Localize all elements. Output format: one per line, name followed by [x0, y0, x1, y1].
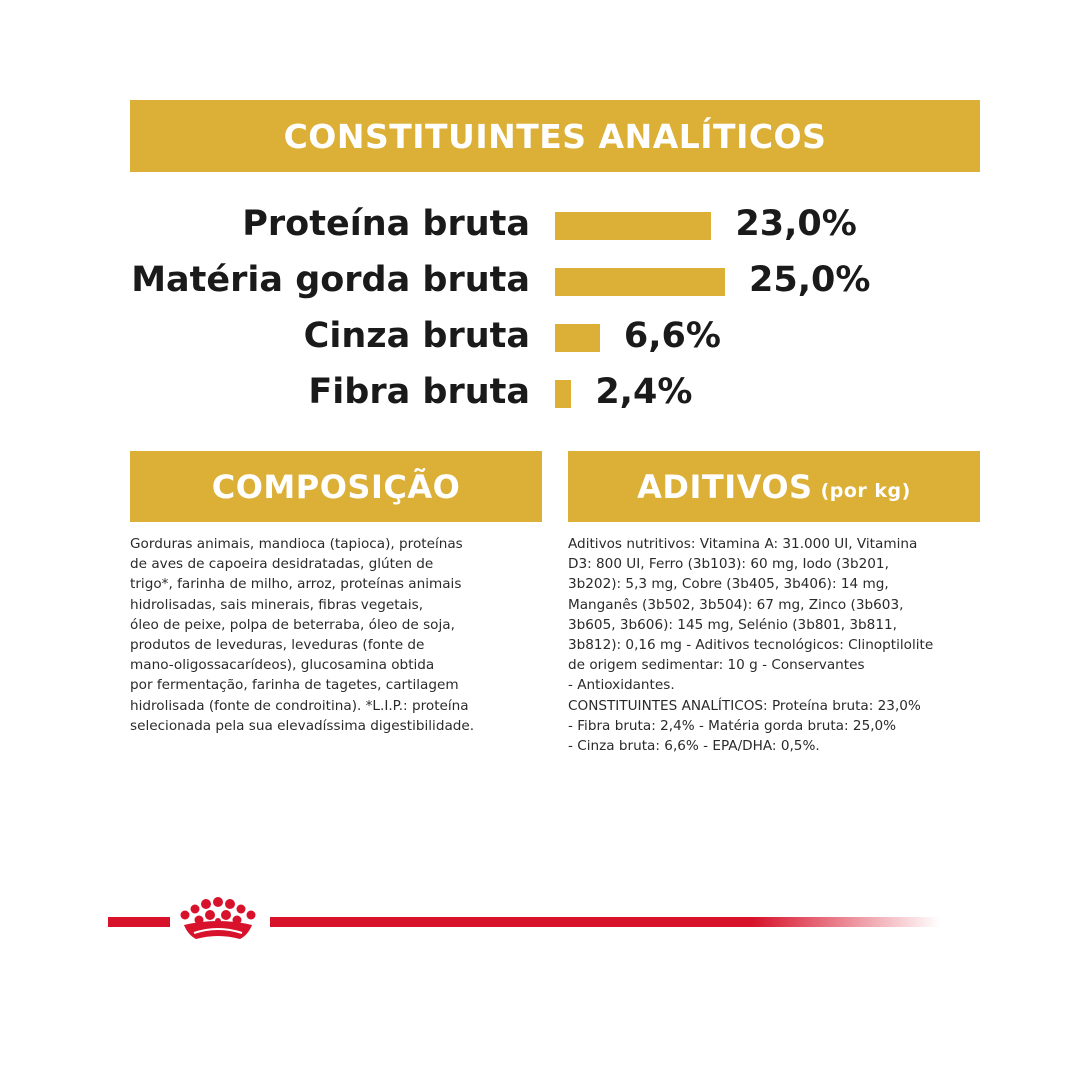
nutrient-row: [0, 200, 1080, 250]
footer-red-line-left: [108, 917, 170, 927]
constituintes-banner: [130, 100, 980, 172]
aditivos-text: Aditivos nutritivos: Vitamina A: 31.000 UI, Vitamina D3: 800 UI, Ferro (3b103): 60 mg, Iodo (3b201, 3b202): 5,3 mg, Cobre (3b405, 3b406): 14 mg, Manganês (3b502, 3b504): 67 mg, Zinco (3b603, 3b605, 3b606): 145 mg, Selénio (3b801, 3b811, 3b812): 0,16 mg - Aditivos tecnológicos: Clinoptilolite de origem sedimentar: 10 g - Conservantes - Antioxidantes. CONSTITUINTES ANALÍTICOS: Proteína bruta: 23,0% - Fibra bruta: 2,4% - Matéria gorda bruta: 25,0% - Cinza bruta: 6,6% - EPA/DHA: 0,5%.: [568, 536, 934, 755]
nutrient-bar-chart: [0, 200, 1080, 430]
nutrient-label: Matéria gorda bruta: [131, 260, 530, 300]
aditivos-banner: [568, 451, 980, 522]
nutrient-bar: [555, 380, 571, 408]
nutrient-bar: [555, 324, 600, 352]
nutrient-bar: [555, 212, 711, 240]
nutrient-label: Fibra bruta: [308, 372, 530, 412]
constituintes-title: CONSTITUINTES ANALÍTICOS: [283, 116, 827, 156]
composicao-banner: [130, 451, 542, 522]
nutrient-value-label: 23,0%: [735, 204, 857, 244]
aditivos-title: ADITIVOS: [637, 467, 813, 506]
nutrient-label: Cinza bruta: [303, 316, 530, 356]
aditivos-suffix: (por kg): [820, 479, 911, 502]
composicao-title: COMPOSIÇÃO: [211, 467, 461, 506]
royal-canin-crown-icon: [170, 893, 266, 949]
nutrient-label: Proteína bruta: [242, 204, 530, 244]
nutrient-row: [0, 368, 1080, 418]
nutrient-value-label: 2,4%: [595, 372, 693, 412]
nutrient-value-label: 25,0%: [749, 260, 871, 300]
footer-red-line-right: [270, 917, 940, 927]
nutrient-bar: [555, 268, 725, 296]
nutrient-row: [0, 312, 1080, 362]
nutrient-row: [0, 256, 1080, 306]
composicao-text: Gorduras animais, mandioca (tapioca), proteínas de aves de capoeira desidratadas, glúten de trigo*, farinha de milho, arroz, proteínas animais hidrolisadas, sais minerais, fibras vegetais, óleo de peixe, polpa de beterraba, óleo de soja, produtos de leveduras, leveduras (fonte de mano-oligossacarídeos), glucosamina obtida por fermentação, farinha de tagetes, cartilagem hidrolisada (fonte de condroitina). *L.I.P.: proteína selecionada pela sua elevadíssima digestibilidade.: [130, 536, 475, 734]
nutrient-value-label: 6,6%: [623, 316, 721, 356]
